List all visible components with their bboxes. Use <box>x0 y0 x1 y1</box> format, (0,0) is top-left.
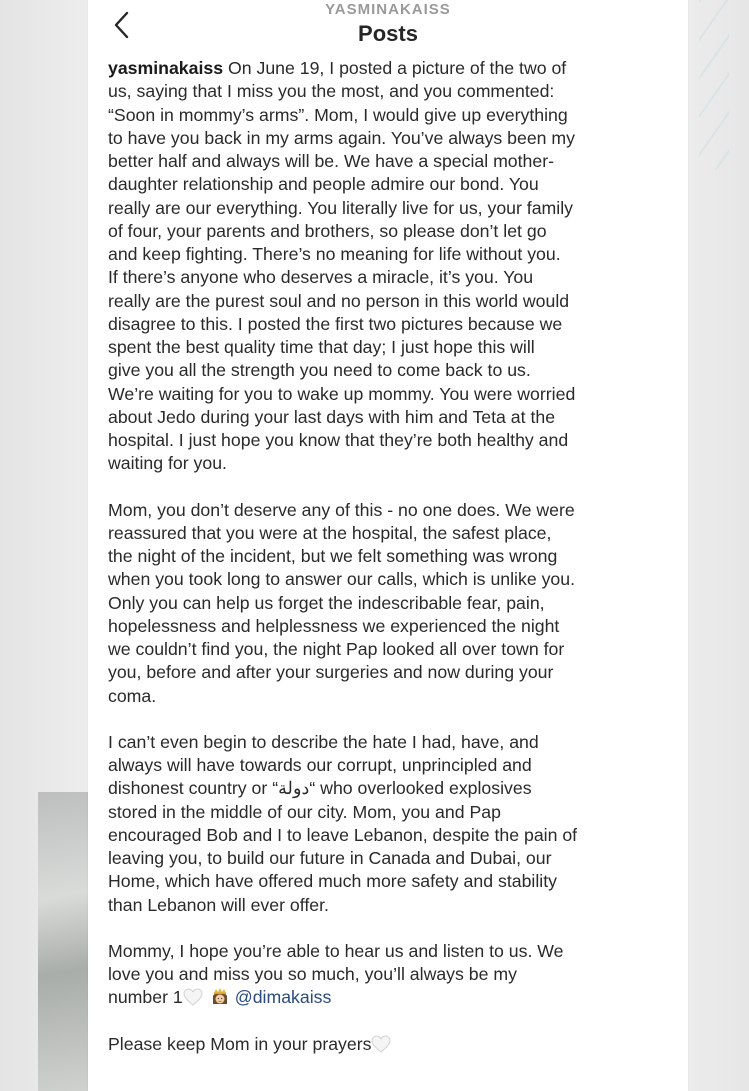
caption-paragraph-1 <box>108 57 693 476</box>
caption-line: daughter relationship and people admire our bond. You <box>108 174 539 195</box>
caption-line: we couldn’t find you, the night Pap looked all over town for <box>108 639 565 659</box>
caption-line: “Soon in mommy’s arms”. Mom, I would give up everything <box>108 104 568 125</box>
caption-line: coma. <box>108 685 157 706</box>
caption-line: the night of the incident, but we felt something was wrong <box>108 546 558 566</box>
caption-line: than Lebanon will ever offer. <box>108 894 329 915</box>
caption-line: Home, which have offered much more safety and stability <box>108 871 557 892</box>
caption-line: when you took long to answer our calls, which is unlike you. <box>108 569 576 590</box>
background-decoration <box>699 0 729 170</box>
caption-line: hospital. I just hope you know that they’re both healthy and <box>108 430 569 450</box>
caption-line: spent the best quality time that day; I just hope this will <box>108 337 535 357</box>
caption-line: to have you back in my arms again. You’ve always been my <box>108 127 576 148</box>
caption-line: us, saying that I miss you the most, and you commented: <box>108 81 555 102</box>
caption-line: We’re waiting for you to wake up mommy. You were worried <box>108 383 576 404</box>
caption-line: encouraged Bob and I to leave Lebanon, despite the pain of <box>108 824 578 845</box>
white-heart-icon <box>183 988 203 1006</box>
page-title: Posts <box>358 21 418 46</box>
caption-line: always will have towards our corrupt, unprincipled and <box>108 755 532 775</box>
caption-line: stored in the middle of our city. Mom, you and Pap <box>108 801 501 822</box>
caption-line: about Jedo during your last days with him and Teta at the <box>108 406 556 427</box>
mention-link[interactable]: @dimakaiss <box>234 987 332 1008</box>
caption-line: leaving you, to build our future in Canada and Dubai, our <box>108 848 552 868</box>
caption-line: better half and always will be. We have a special mother- <box>108 151 555 171</box>
caption-line: hopelessness and helplessness we experienced the night <box>108 615 560 636</box>
header-username: YASMINAKAISS <box>325 1 451 18</box>
caption-line: waiting for you. <box>108 453 227 474</box>
caption-line: I can’t even begin to describe the hate I had, have, and <box>108 731 539 752</box>
caption-line: really are our everything. You literally live for us, your family <box>108 197 573 218</box>
post-panel <box>88 0 688 1091</box>
caption-line: Please keep Mom in your prayers <box>108 1033 693 1056</box>
post-caption <box>108 57 693 1056</box>
caption-line: Only you can help us forget the indescribable fear, pain, <box>108 592 545 613</box>
caption-paragraph-2 <box>108 499 693 708</box>
nav-header <box>88 0 688 52</box>
crowned-woman-icon <box>211 987 229 1007</box>
caption-line: number 1 @dimakaiss <box>108 987 332 1008</box>
caption-line: disagree to this. I posted the first two pictures because we <box>108 313 563 334</box>
white-heart-icon <box>371 1035 391 1053</box>
caption-line: really are the purest soul and no person in this world would <box>108 290 570 311</box>
caption-username[interactable]: yasminakaiss <box>108 58 224 78</box>
caption-line: reassured that you were at the hospital, the safest place, <box>108 522 552 543</box>
caption-line: give you all the strength you need to come back to us. <box>108 360 531 381</box>
caption-line: Mommy, I hope you’re able to hear us and listen to us. We <box>108 940 564 961</box>
background-photo <box>38 792 94 1091</box>
caption-line: love you and miss you so much, you’ll always be my <box>108 964 517 984</box>
caption-line: dishonest country or “دولة“ who overlooked explosives <box>108 778 532 799</box>
caption-line: Mom, you don’t deserve any of this - no one does. We were <box>108 499 575 520</box>
caption-line: you, before and after your surgeries and now during your <box>108 662 554 683</box>
caption-line: of four, your parents and brothers, so please don’t let go <box>108 220 547 241</box>
caption-line: and keep fighting. There’s no meaning for life without you. <box>108 244 561 264</box>
caption-line: If there’s anyone who deserves a miracle, it’s you. You <box>108 267 534 288</box>
caption-line: yasminakaiss On June 19, I posted a picture of the two of <box>108 58 567 78</box>
caption-paragraph-4 <box>108 940 693 987</box>
caption-paragraph-3 <box>108 731 693 917</box>
